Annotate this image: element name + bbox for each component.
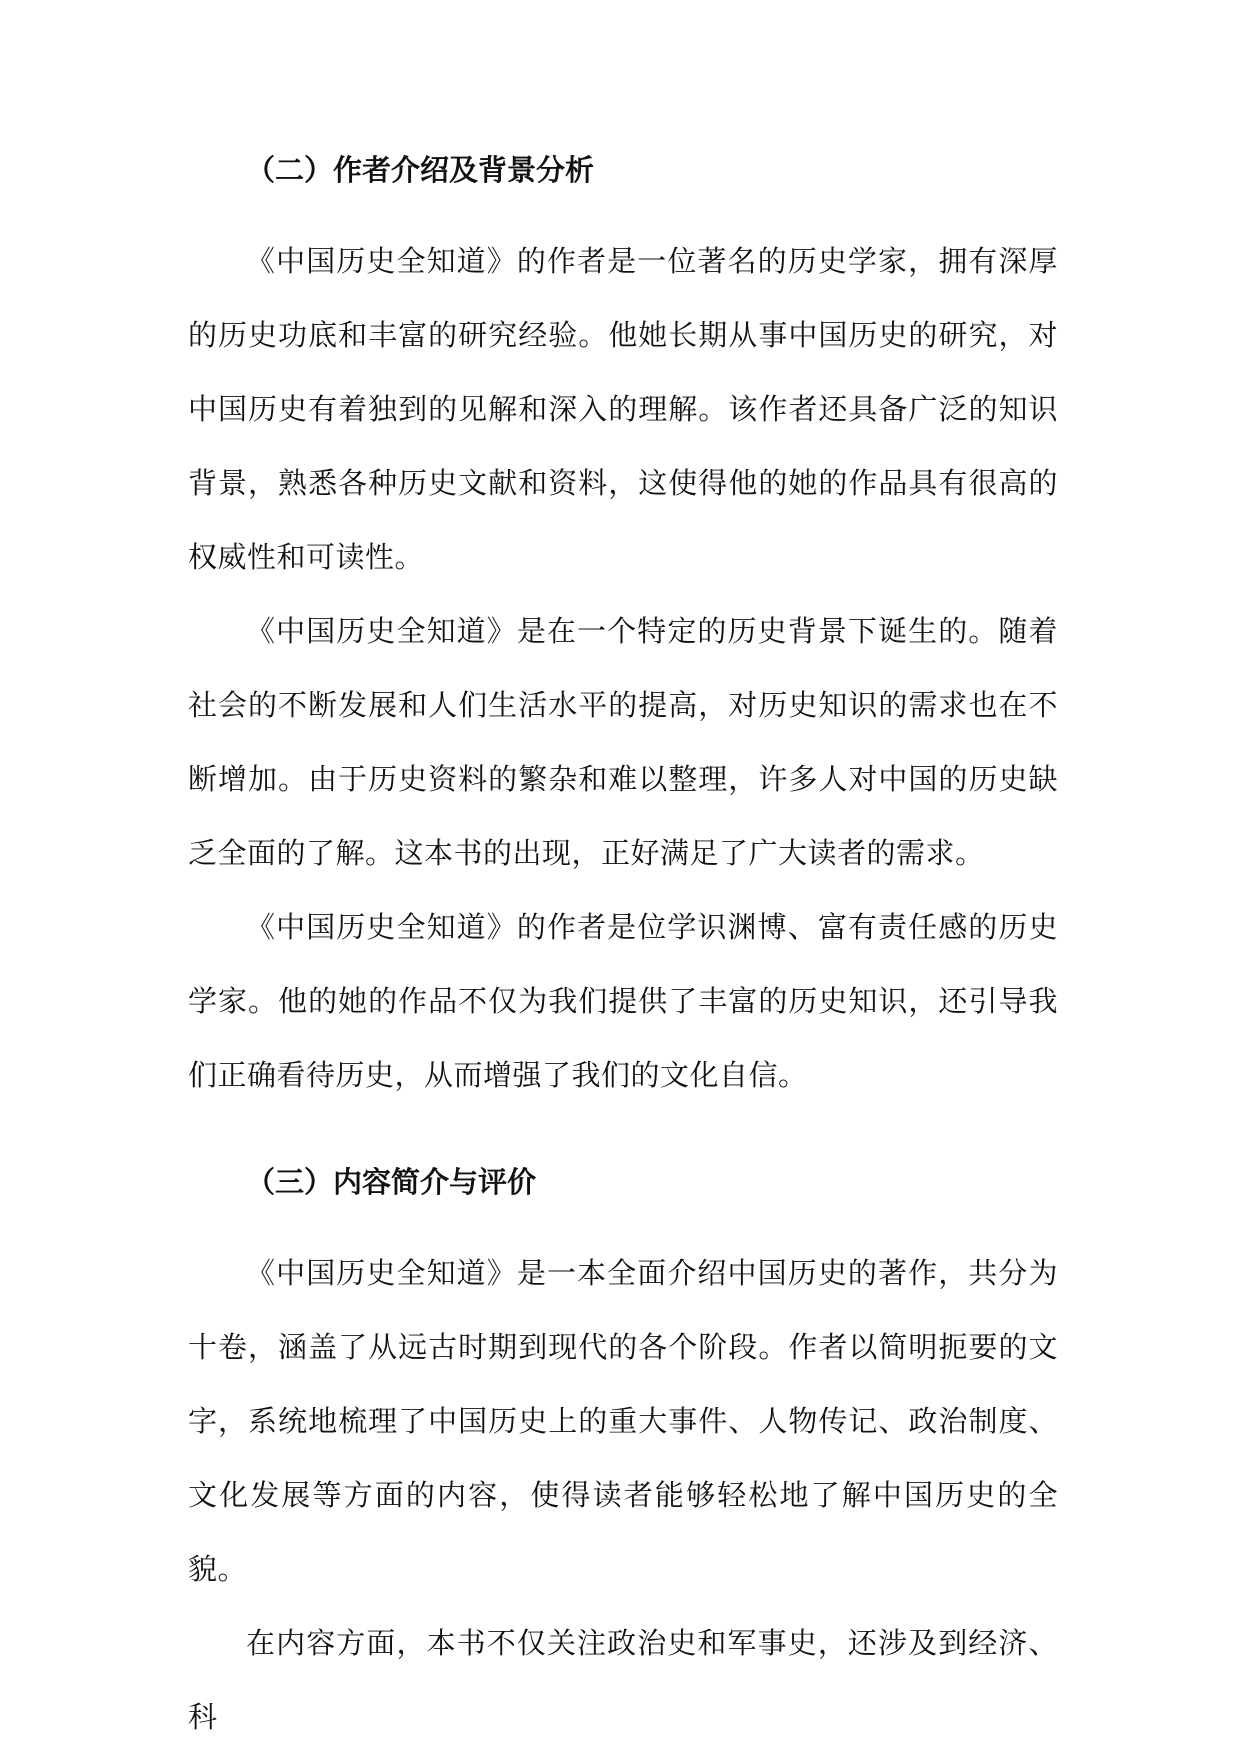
document-body	[188, 140, 1058, 1754]
paragraph-content-overview: 《中国历史全知道》是一本全面介绍中国历史的著作，共分为十卷，涵盖了从远古时期到现代的各个阶段。作者以简明扼要的文字，系统地梳理了中国历史上的重大事件、人物传记、政治制度、文化发展等方面的内容，使得读者能够轻松地了解中国历史的全貌。	[188, 1256, 1058, 1586]
paragraph-author-summary: 《中国历史全知道》的作者是位学识渊博、富有责任感的历史学家。他的她的作品不仅为我们提供了丰富的历史知识，还引导我们正确看待历史，从而增强了我们的文化自信。	[188, 910, 1058, 1092]
spacer	[188, 1212, 1058, 1236]
spacer	[188, 1112, 1058, 1152]
paragraph-author-intro: 《中国历史全知道》的作者是一位著名的历史学家，拥有深厚的历史功底和丰富的研究经验。他她长期从事中国历史的研究，对中国历史有着独到的见解和深入的理解。该作者还具备广泛的知识背景，熟悉各种历史文献和资料，这使得他的她的作品具有很高的权威性和可读性。	[188, 244, 1058, 574]
paragraph-background: 《中国历史全知道》是在一个特定的历史背景下诞生的。随着社会的不断发展和人们生活水平的提高，对历史知识的需求也在不断增加。由于历史资料的繁杂和难以整理，许多人对中国的历史缺乏全面的了解。这本书的出现，正好满足了广大读者的需求。	[188, 614, 1058, 870]
section-heading-author-background: （二）作者介绍及背景分析	[246, 153, 595, 187]
paragraph-content-scope: 在内容方面，本书不仅关注政治史和军事史，还涉及到经济、科	[188, 1626, 1058, 1734]
section-heading-content-review: （三）内容简介与评价	[246, 1165, 537, 1199]
spacer	[188, 200, 1058, 224]
